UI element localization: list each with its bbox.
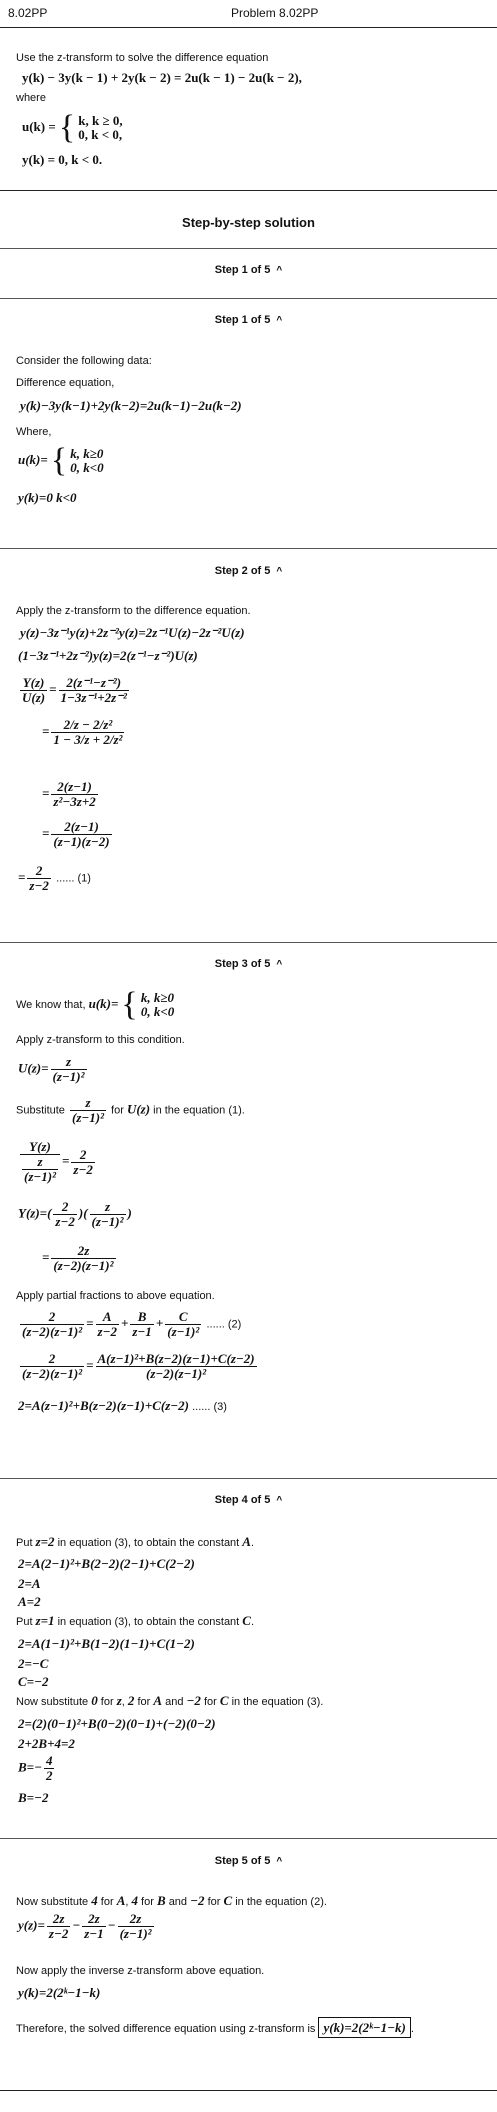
math-inline: 4 [131, 1893, 138, 1908]
denominator [20, 1155, 60, 1184]
frac [165, 1310, 201, 1339]
numerator: Y(z) [20, 676, 47, 691]
u-case-1: k, k ≥ 0, [78, 113, 123, 128]
step2-fraction-1: $\frac{Y(z)}{U(z)}$ = $\frac{\text{2(z⁻¹−z⁻²)}}{\text{1−3z⁻¹+2z⁻²}}$ [22, 675, 127, 705]
frac [51, 718, 124, 747]
text: Put [16, 1616, 33, 1628]
u-label: u(k)= [18, 451, 48, 467]
frac [51, 1244, 115, 1273]
lhs: y(z)= [18, 1917, 45, 1933]
for-text: for [111, 1104, 124, 1117]
divider [0, 1838, 497, 1839]
u-case-1: k, k≥0 [140, 990, 174, 1005]
chevron-up-icon: ^ [276, 566, 283, 577]
step2-fraction-4: = $\frac{2(z-1)}{(z-1)(z-2)}$ [42, 819, 110, 849]
step-3-toggle[interactable] [0, 958, 497, 970]
problem-y-initial: y(k) = 0, k < 0. [22, 152, 103, 167]
step4-eq-3: A=2 [18, 1594, 41, 1609]
problem-title: Problem 8.02PP [231, 6, 319, 20]
numerator: 2z [51, 1244, 115, 1259]
lhs: B=− [18, 1759, 42, 1775]
step3-fraction-3: = $\frac{2z}{\text{(z−2)(z−1)²}}$ [42, 1243, 114, 1273]
denominator: (z−2)(z−1)² [22, 1324, 83, 1339]
Y-lhs: Y(z)= [18, 1205, 48, 1221]
numerator: A(z−1)²+B(z−2)(z−1)+C(z−2) [97, 1351, 255, 1366]
frac [90, 1200, 126, 1229]
chevron-up-icon: ^ [276, 959, 283, 970]
numerator: A [96, 1310, 119, 1325]
numerator: 2 [20, 1352, 84, 1367]
top-bar [0, 0, 497, 27]
step3-U-transform [18, 1055, 89, 1084]
step5-final [16, 2020, 414, 2036]
math-inline: z=1 [35, 1613, 55, 1628]
step3-partial: Apply partial fractions to above equation. [16, 1290, 215, 1302]
step4-eq-7: 2=(2)(0−1)²+B(0−2)(0−1)+(−2)(0−2) [18, 1716, 216, 1731]
numerator: z [51, 1055, 87, 1070]
denominator: (z−1)² [167, 1324, 200, 1339]
math-inline: 4 [91, 1893, 98, 1908]
step4-eq-5: 2=−C [18, 1656, 49, 1671]
problem-where: where [16, 92, 46, 104]
frac [51, 820, 111, 849]
denominator: (z−2)(z−1)² [146, 1366, 207, 1381]
numerator: 2z [82, 1912, 105, 1927]
brace-glyph: { [121, 986, 138, 1023]
math-inline: A [242, 1534, 251, 1549]
text: for [100, 1896, 114, 1908]
U-symbol: U(z) [126, 1101, 151, 1117]
step-1-toggle[interactable] [0, 314, 497, 326]
numerator: 2 [27, 864, 50, 879]
math-inline: A [116, 1893, 126, 1908]
equation-tag: ...... (1) [56, 872, 91, 885]
frac [20, 1352, 84, 1381]
numerator: z [90, 1200, 126, 1215]
frac [27, 864, 50, 893]
step-1-toggle-collapsed[interactable] [0, 264, 497, 276]
chevron-up-icon: ^ [276, 1495, 283, 1506]
math-inline: z=2 [35, 1534, 55, 1549]
nested-frac [22, 1155, 58, 1184]
know-text: We know that, [16, 998, 86, 1011]
problem-equation: y(k) − 3y(k − 1) + 2y(k − 2) = 2u(k − 1) − 2u(k − 2), [22, 70, 302, 85]
denominator: (z−1)² [24, 1169, 56, 1184]
step2-fraction-5: = $\frac{2}{z-2}$ ...... (1) [18, 863, 91, 893]
u-case-2: 0, k < 0, [78, 127, 123, 142]
text: for [137, 1696, 151, 1708]
numerator: 2(z−1) [51, 780, 97, 795]
text: in the equation (3). [231, 1696, 324, 1708]
problem-code: 8.02PP [8, 6, 48, 20]
denominator: z−2 [73, 1161, 93, 1177]
frac [70, 1096, 106, 1125]
chevron-up-icon: ^ [276, 1856, 283, 1867]
text: for [203, 1696, 217, 1708]
denominator: z−1 [84, 1926, 104, 1941]
numerator: B [130, 1310, 153, 1325]
step5-inverse: Now apply the inverse z-transform above equation. [16, 1965, 265, 1977]
step3-fraction-2: Y(z)=( $\frac{2}{z-2}$ )( $\frac{z}{\text{(z−1)²}}$ ) [18, 1199, 132, 1229]
step5-result: y(k)=2(2ᵏ−1−k) [18, 1985, 101, 2000]
frac [20, 1140, 60, 1184]
step3-partial-2: $\frac{2}{\text{(z−2)(z−1)²}}$ = $\frac{\text{A(z−1)²+B(z−2)(z−1)+C(z−2)}}{\text{(z−2)(z−1)²}}$ [22, 1351, 255, 1381]
math-inline: C [219, 1693, 229, 1708]
brace-glyph: { [50, 442, 68, 479]
period: . [410, 2023, 414, 2035]
numerator: 2 [71, 1148, 94, 1163]
chevron-up-icon: ^ [276, 315, 283, 326]
u-case-2: 0, k<0 [140, 1004, 175, 1019]
period: . [250, 1537, 255, 1549]
numerator: 2 [20, 1310, 84, 1325]
text: and [165, 1696, 184, 1708]
denominator: z−2 [55, 1214, 75, 1229]
step1-y-initial: y(k)=0 k<0 [18, 490, 77, 505]
step-4-label: Step 4 of 5 [214, 1494, 271, 1506]
denominator: z²−3z+2 [53, 794, 96, 809]
divider [0, 298, 497, 299]
numerator: 2(z−1) [51, 820, 111, 835]
step4-eq-9 [18, 1754, 56, 1783]
substitute-tail: in the equation (1). [153, 1104, 245, 1117]
step3-substitute [16, 1096, 245, 1125]
divider [0, 2090, 497, 2091]
divider [0, 27, 497, 28]
denominator: (z−1)² [91, 1214, 124, 1229]
numerator: C [165, 1310, 201, 1325]
math-inline: −2 [190, 1893, 205, 1908]
numerator: 2z [47, 1912, 70, 1927]
numerator: 4 [45, 1753, 53, 1768]
frac [51, 780, 97, 809]
frac [96, 1352, 257, 1381]
numerator: z [70, 1096, 106, 1111]
math-inline: A [153, 1693, 163, 1708]
frac [118, 1912, 154, 1941]
step2-line-1: y(z)−3z⁻¹y(z)+2z⁻²y(z)=2z⁻¹U(z)−2z⁻²U(z) [20, 625, 245, 640]
text: in the equation (2). [235, 1896, 327, 1908]
text: for [207, 1896, 221, 1908]
numerator: Y(z) [20, 1140, 60, 1155]
numerator: 2z [118, 1912, 154, 1927]
denominator: 1 − 3/z + 2/z² [53, 732, 123, 747]
step1-u-definition [18, 444, 104, 478]
step3-apply: Apply z-transform to this condition. [16, 1034, 185, 1046]
step5-y-z: y(z)= $\frac{2z}{z-2}$ − $\frac{2z}{z-1}$ − $\frac{2z}{\text{(z−1)²}}$ [18, 1911, 152, 1941]
step4-eq-1: 2=A(2−1)²+B(2−2)(2−1)+C(2−2) [18, 1556, 195, 1571]
text: for [100, 1696, 114, 1708]
step4-put-2 [16, 1613, 254, 1629]
substitute-text: Substitute [16, 1104, 65, 1117]
equation-tag: ...... (2) [206, 1318, 242, 1331]
frac [51, 1055, 87, 1084]
frac [20, 676, 47, 705]
step-2-label: Step 2 of 5 [214, 565, 271, 577]
u-label: u(k)= [88, 995, 119, 1011]
u-cases [141, 991, 174, 1019]
step4-eq-8: 2+2B+4=2 [18, 1736, 75, 1751]
denominator: z−2 [48, 1926, 69, 1941]
divider [0, 190, 497, 191]
divider [0, 942, 497, 943]
math-inline: −2 [186, 1693, 201, 1708]
u-cases [70, 447, 103, 475]
equation-tag: ...... (3) [192, 1401, 227, 1413]
frac [130, 1310, 153, 1339]
numerator: 2/z − 2/z² [51, 718, 124, 733]
step1-diff-equation: y(k)−3y(k−1)+2y(k−2)=2u(k−1)−2u(k−2) [20, 398, 242, 413]
denominator: (z−2)(z−1)² [22, 1366, 83, 1381]
step-4-toggle[interactable] [0, 1494, 497, 1506]
step-5-toggle[interactable] [0, 1855, 497, 1867]
step4-put-1 [16, 1534, 254, 1550]
math-inline: z [116, 1693, 122, 1708]
text: and [168, 1896, 188, 1908]
step1-where: Where, [16, 426, 52, 438]
u-label: u(k) = [22, 118, 56, 134]
divider [0, 1478, 497, 1479]
denominator: z−2 [97, 1324, 117, 1339]
final-answer-box: y(k)=2(2ᵏ−1−k) [318, 2017, 410, 2038]
step4-eq-10: B=−2 [18, 1790, 49, 1805]
denominator: (z−2)(z−1)² [53, 1258, 114, 1273]
divider [0, 248, 497, 249]
numerator: 2 [53, 1200, 76, 1215]
step-5-label: Step 5 of 5 [214, 1855, 271, 1867]
step4-now: Now substitute 0 for z, 2 for A and −2 for C in the equation (3). [16, 1693, 324, 1708]
text: Now substitute [16, 1896, 89, 1908]
denominator: (z−1)² [52, 1069, 85, 1084]
step4-eq-6: C=−2 [18, 1674, 49, 1689]
denominator: z−1 [132, 1324, 152, 1339]
step-1-label: Step 1 of 5 [214, 314, 271, 326]
denominator: 1−3z⁻¹+2z⁻² [60, 690, 127, 705]
divider [0, 548, 497, 549]
denominator: z−2 [29, 878, 49, 893]
frac [20, 1310, 84, 1339]
chevron-up-icon: ^ [276, 265, 283, 276]
text: in equation (3), to obtain the constant [57, 1616, 240, 1628]
text: Therefore, the solved difference equation using z-transform is [16, 2023, 316, 2035]
step1-diff-label: Difference equation, [16, 377, 115, 389]
numerator: z [22, 1155, 58, 1170]
step4-eq-2: 2=A [18, 1576, 41, 1591]
step-2-toggle[interactable] [0, 565, 497, 577]
step3-partial-3 [18, 1398, 227, 1414]
frac [53, 1200, 76, 1229]
step3-know [16, 988, 174, 1022]
math-inline: 0 [91, 1693, 98, 1708]
step4-eq-4: 2=A(1−1)²+B(1−2)(1−1)+C(1−2) [18, 1636, 195, 1651]
step3-fraction-1: $\frac{Y(z)}{\frac{z}{\text{(z−1)²}}}$ = $\frac{2}{z-2}$ [18, 1140, 97, 1184]
text: in equation (3), to obtain the constant [57, 1537, 240, 1549]
math-inline: C [242, 1613, 251, 1628]
step2-fraction-2: = $\frac{\text{2/z − 2/z²}}{\text{1 − 3/z + 2/z²}}$ [42, 717, 123, 747]
step1-consider: Consider the following data: [16, 355, 152, 367]
problem-u-definition [22, 111, 123, 145]
denominator: 2 [45, 1768, 53, 1783]
period: . [250, 1616, 255, 1628]
frac [59, 676, 129, 705]
text: Now substitute [16, 1696, 89, 1708]
step5-now: Now substitute 4 for A, 4 for B and −2 for C in the equation (2). [16, 1893, 327, 1908]
denominator: (z−1)² [119, 1926, 152, 1941]
step2-intro: Apply the z-transform to the difference equation. [16, 605, 251, 617]
problem-intro: Use the z-transform to solve the difference equation [16, 52, 269, 64]
step-3-label: Step 3 of 5 [214, 958, 271, 970]
denominator: (z−1)(z−2) [53, 834, 110, 849]
equation: 2=A(z−1)²+B(z−2)(z−1)+C(z−2) [18, 1398, 190, 1413]
u-case-2: 0, k<0 [70, 460, 104, 475]
text: for [141, 1896, 154, 1908]
math-inline: C [223, 1893, 233, 1908]
denominator: U(z) [22, 690, 46, 705]
math-inline: B [156, 1893, 166, 1908]
numerator: 2(z⁻¹−z⁻²) [59, 676, 129, 691]
frac [44, 1754, 55, 1783]
frac [47, 1912, 70, 1941]
frac [96, 1310, 119, 1339]
math-inline: 2 [127, 1693, 135, 1708]
u-case-1: k, k≥0 [70, 446, 104, 461]
brace-glyph: { [58, 109, 76, 146]
step2-fraction-3: = $\frac{2(z-1)}{\text{z²−3z+2}}$ [42, 779, 96, 809]
step3-partial-1: $\frac{2}{\text{(z−2)(z−1)²}}$ = $\frac{A}{z-2}$ + $\frac{B}{z-1}$ + $\frac{C}{\text{(z−1)²}}$ ...... (2) [22, 1309, 242, 1339]
text: Put [16, 1537, 33, 1549]
u-cases [78, 114, 122, 142]
step2-line-2: (1−3z⁻¹+2z⁻²)y(z)=2(z⁻¹−z⁻²)U(z) [18, 648, 198, 663]
U-lhs: U(z)= [18, 1060, 49, 1076]
denominator: (z−1)² [71, 1110, 104, 1125]
solution-title: Step-by-step solution [182, 215, 315, 230]
frac [71, 1148, 94, 1177]
step-1-label: Step 1 of 5 [214, 264, 271, 276]
frac [82, 1912, 105, 1941]
